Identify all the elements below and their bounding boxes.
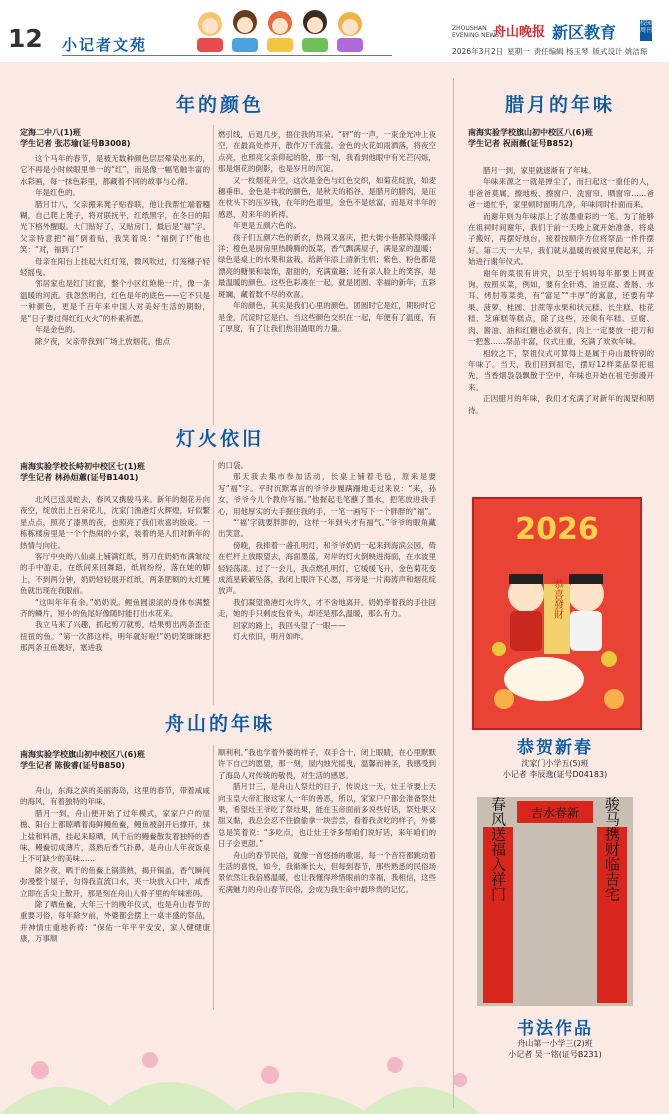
article-column: 顺利利。”我也学着外婆的样子，双手合十，闭上眼睛，在心里默默许下自己的愿望，那一刻，屋内烛光摇曳，温馨而神圣，我感受到了海岛人对传统的敬畏，对生活的感恩。 腊月廿三，是舟山人祭灶的日子，传说这一天，灶王爷要上天向玉皇大帝汇报这家人一年的善恶，所以，家家户户都会准备祭灶果，希望灶王爷吃了祭灶果，能在玉帝面前多说些好话，祭灶果又甜又黏，我总会忍不住偷偷拿一块尝尝，看着我贪吃的样子，外婆总是笑着说：“多吃点，也让灶王爷多帮咱们说好话，来年咱们的日子会更甜。” 舟山的春节民俗，就像一首悠扬的歌谣，每一个音符都跳动着生活的喜悦，如今，我渐渐长大，但每到春节，那些熟悉的民俗场景依然让我倍感温暖，也让我懂得珍惜眼前的幸福，我相信，这些充满魅力的舟山春节民俗，会成为我生命中最珍贵的记忆。 — [218, 748, 436, 894]
gallery-caption: 沈家门小学五(5)班 小记者 李辰逸(证号D04183) — [502, 759, 608, 779]
header-kids-illustration — [185, 6, 385, 54]
article-column: 这个马年的春节，是被无数种颜色层层晕染出来的，它不再是小时候眼里单一的“红”，而是像一幅笔触丰富的水彩画，每一抹色彩里，都藏着不同的故事与心绪。 年是红色的。 腊月廿八，父亲搬来凳子贴春联，他让我帮忙端着糨糊，自己爬上凳子，将对联抚平，红纸黑字，在冬日的阳光下格外醒眼。大门贴好了，又贴房门，最后是“福”字。父亲特意把“福”倒着贴，我笑着说：“福倒了!”他也笑：“对，福到了!” 母亲在阳台上挂起大红灯笼，微风吹过，灯笼穗子轻轻摇曳。 邻居家也是红门红窗，整个小区红艳艳一片，像一条温暖的河流。我忽然明白，红色是年的底色——它不只是一种颜色，更是千百年来中国人对美好生活的期盼，是“日子要过得红红火火”的朴素祈愿。 年是金色的。 除夕夜，父亲带我到广场上放烟花。他点 — [20, 154, 210, 346]
column-divider — [213, 125, 214, 425]
page-section-name: 小记者文苑 — [62, 36, 148, 54]
brand-title: 新区教育 — [552, 23, 617, 42]
article-byline: 南海实验学校旗山初中校区八(6)班 学生记者 祝雨薇(证号B852) — [468, 128, 593, 148]
article-title: 腊月的年味 — [504, 94, 615, 116]
column-divider — [213, 460, 214, 705]
painting-year-text: 2026 — [515, 512, 599, 547]
couplet-left: 春风送福入祥门 — [489, 797, 507, 902]
article-byline: 南海实验学校长峙初中校区七(1)班 学生记者 林孙烜蕙(证号B1401) — [20, 462, 145, 482]
new-year-painting — [472, 497, 642, 730]
column-divider — [453, 78, 454, 1108]
calligraphy-couplets — [477, 797, 633, 1006]
column-divider — [213, 745, 214, 1010]
article-title: 灯火依旧 — [175, 428, 264, 450]
gallery-caption: 舟山第一小学三(2)班 小记者 吴一铭(证号B231) — [508, 1039, 602, 1059]
article-byline: 南海实验学校旗山初中校区八(6)班 学生记者 陈俊睿(证号B850) — [20, 750, 145, 770]
gallery-title: 书法作品 — [517, 1019, 593, 1039]
article-byline: 定海二中八(1)班 学生记者 张芯瑜(证号B3008) — [20, 128, 131, 148]
article-column: 腊月一到，家里就逐渐有了年味。 年味来源之一就是掸尘了，而扫起这一重任的人，非爸爸莫属，擦地板、擦窗户、洗窗帘、晒窗帘……爸爸一通忙乎，家里顿时窗明几净，年味同时扑面而来。 而谢年则为年味添上了浓墨重彩的一笔。为了能够在祖祠时间谢年，我们于前一天晚上就开始准备，将桌子搬好，再摆好烛台，接着按顺序方位将祭品一件件摆好。第二天一大早，我们就从温暖的被窝里爬起来，开始进行谢年仪式。 谢年的菜很有讲究，以至于妈妈每年都要上网查询，按照买菜，例如，要有全针鸡、油豆腐、香肠、水耳、烤肘等菜类，有“富足”“丰厚”的寓意，还要有苹果、菠萝、桂圆、甘蔗等水果和状元糕、长生糕、桂花糕、芝麻糕等糕点，除了这些，还须有年糕、豆腐、肉、酱油、油和红糖也必须有，肉上一定要放一把刀和一把葱……祭品丰富，仪式庄重，充满了欢欢年味。 相较之下，祭祖仪式可算得上是属于舟山最特别的年味了。当天，我们回到祖宅，摆好12样菜品祭祀祖先，当香烟袅袅飘散于空中，年味也开始在祖宅弥漫开来。 正因腊月的年味，我们才充满了对新年的渴望和期待。 — [468, 166, 654, 415]
article-column: 的口袋。 那天我去集市参加活动，长桌上铺着毛毡，原来是要写“福”字。平时沉默寡言的爷爷步履蹒跚地走过来说：“来，孙女，爷爷今儿个教你写福。”他握起毛笔蘸了墨水，把笔放进我手心，用他厚实的大手握住我的手，一笔一画写下一个胖胖的“福”。 “‘福’字就要胖胖的，这样一年到头才有福气。”爷爷的眼角藏出笑意。 傍晚，我捧着一盏孔明灯，和爷爷奶奶一起来到海滨公园，倚在栏杆上放眼望去，海面墨蓝，对岸的灯火倒映进海面，在水波里轻轻荡漾。过了一会儿，我点燃孔明灯，它缓缓飞升，金色菊花变成流星簌簌坠落，我闭上眼许下心愿，耳旁是一片海涛声和烟花绽放声。 我们凝望渔港灯火许久，才不舍地离开。奶奶牵着我的手往回走，她的手只剩皮包骨头，却还是那么温暖，那么有力。 回家的路上，我回头望了一眼—— 灯火依旧，明月如昨。 — [218, 461, 436, 642]
page-number: 12 — [8, 24, 43, 53]
couplet-horizontal: 吉水春新 — [530, 806, 580, 820]
article-column: 舟山，东海之滨的美丽海岛，这里的春节，带着咸咸的海风，有着独特的年味。 腊月一到，舟山便开始了过年模式，家家户户的屋檐、阳台上都晾晒着海鲜鳗鱼鲞，鳗鱼被剖开后撑开，抹上盐和料酒，挂起来晾晒，风干后的鳗鲞散发着独特的香味，鳗鲞切成薄片，蒸熟后香气扑鼻，是舟山人年夜饭桌上不可缺少的美味…… 除夕夜，晒干的鱼鲞上锅蒸熟，揭开锅盖，香气瞬间弥漫整个屋子，勾得我直流口水，夹一块放入口中，咸香立即在舌尖上散开，那是刻在舟山人骨子里的年味密码。 除了晒鱼鲞，大年三十的晚年仪式，也是舟山春节的重要习俗，每年除夕前，外婆都会摆上一桌丰盛的祭品，并神情庄重地祈祷：“保佑一年平平安安，家人健健康康，万事顺 — [20, 786, 210, 944]
brand-logo: 舟山晚报 — [493, 25, 546, 40]
couplet-right: 骏马携财临吉宅 — [603, 797, 621, 902]
header-dateline: 2026年3月2日 星期一 责任编辑 杨玉琴 版式设计 姚洁琼 — [452, 47, 648, 56]
article-title: 舟山的年味 — [164, 713, 275, 735]
painting-scroll-text: 恭喜發財 — [551, 579, 563, 619]
article-column: 北风已送灵蛇去，春风又携骏马来。新年的烟花升向夜空，绽放出上百朵花儿，沈家门渔港灯火辉煌，好似繁星点点，照亮了漆黑的夜，也照亮了我们欢喜的脸庞。一栋栋楼房里是一个个热闹的小家，装着的是人们对新年的热情与向往。 客厅中央的八仙桌上铺满红纸，剪刀在奶奶布满皱纹的手中游走，在纸间来回舞蹈，纸屑纷纷，落在她的脚上，不到两分钟，奶奶轻轻展开红纸，两条肥硕的大红鲤鱼就出现在我眼前。 “这叫年年有余。”奶奶说。鲤鱼圆滚滚的身体布满整齐的鳞片，短小的鱼尾好像随时能打出水花来。 我立马来了兴趣，抓起剪刀就剪，结果剪出两条歪歪扭扭的鱼。“第一次都这样，明年就好啦!”奶奶笑眯眯把那两条丑鱼裹好，塞进我 — [20, 495, 210, 653]
article-title: 年的颜色 — [175, 94, 264, 116]
article-column: 燃引线，后退几步，捂住我的耳朵。“砰”的一声，一束金光冲上夜空，在最高处炸开，散作万千流萤。金色的火花如雨洒落，将夜空点亮，也照亮父亲仰起的脸，那一刻，我看到他眼中有光芒闪烁，那是烟花的倒影，也是岁月的沉淀。 又一枚烟花升空，这次是金色与红色交织，如菊花绽放，如麦穗垂串。金色是丰收的颜色，是秋天的稻谷，是腊月的腊肉，是压在枕头下的压岁钱，在年的色谱里，金色不是炫富，而是对丰年的感恩，对来年的祈祷。 年更是五颜六色的。 孩子们五颜六色的新衣，热闹又喜庆，把大街小巷都染得暖洋洋；橙色是厨房里热腾腾的饭菜，香气飘满屋子，满是家的温暖；绿色是桌上的水果和盆栽，给新年添上清新生机；紫色、粉色都是漂亮的糖果和装饰，甜甜的，充满童趣；还有亲人脸上的笑容，是最温暖的颜色。这些色彩凑在一起，就是团圆、幸福的新年，五彩斑斓，藏着数不尽的欢喜。 年的颜色，其实是我们心里的颜色，团圆时它是红，期盼时它是金，沉淀时它是白。当这些颜色交织在一起，年便有了温度，有了厚度，有了让我们热泪盈眶的力量。 — [218, 130, 436, 333]
brand-box: 校园周刊 — [640, 20, 652, 41]
gallery-title: 恭贺新春 — [517, 738, 593, 758]
brand-english: ZHOUSHAN EVENING NEWS — [452, 25, 500, 39]
header-rule — [62, 55, 392, 56]
